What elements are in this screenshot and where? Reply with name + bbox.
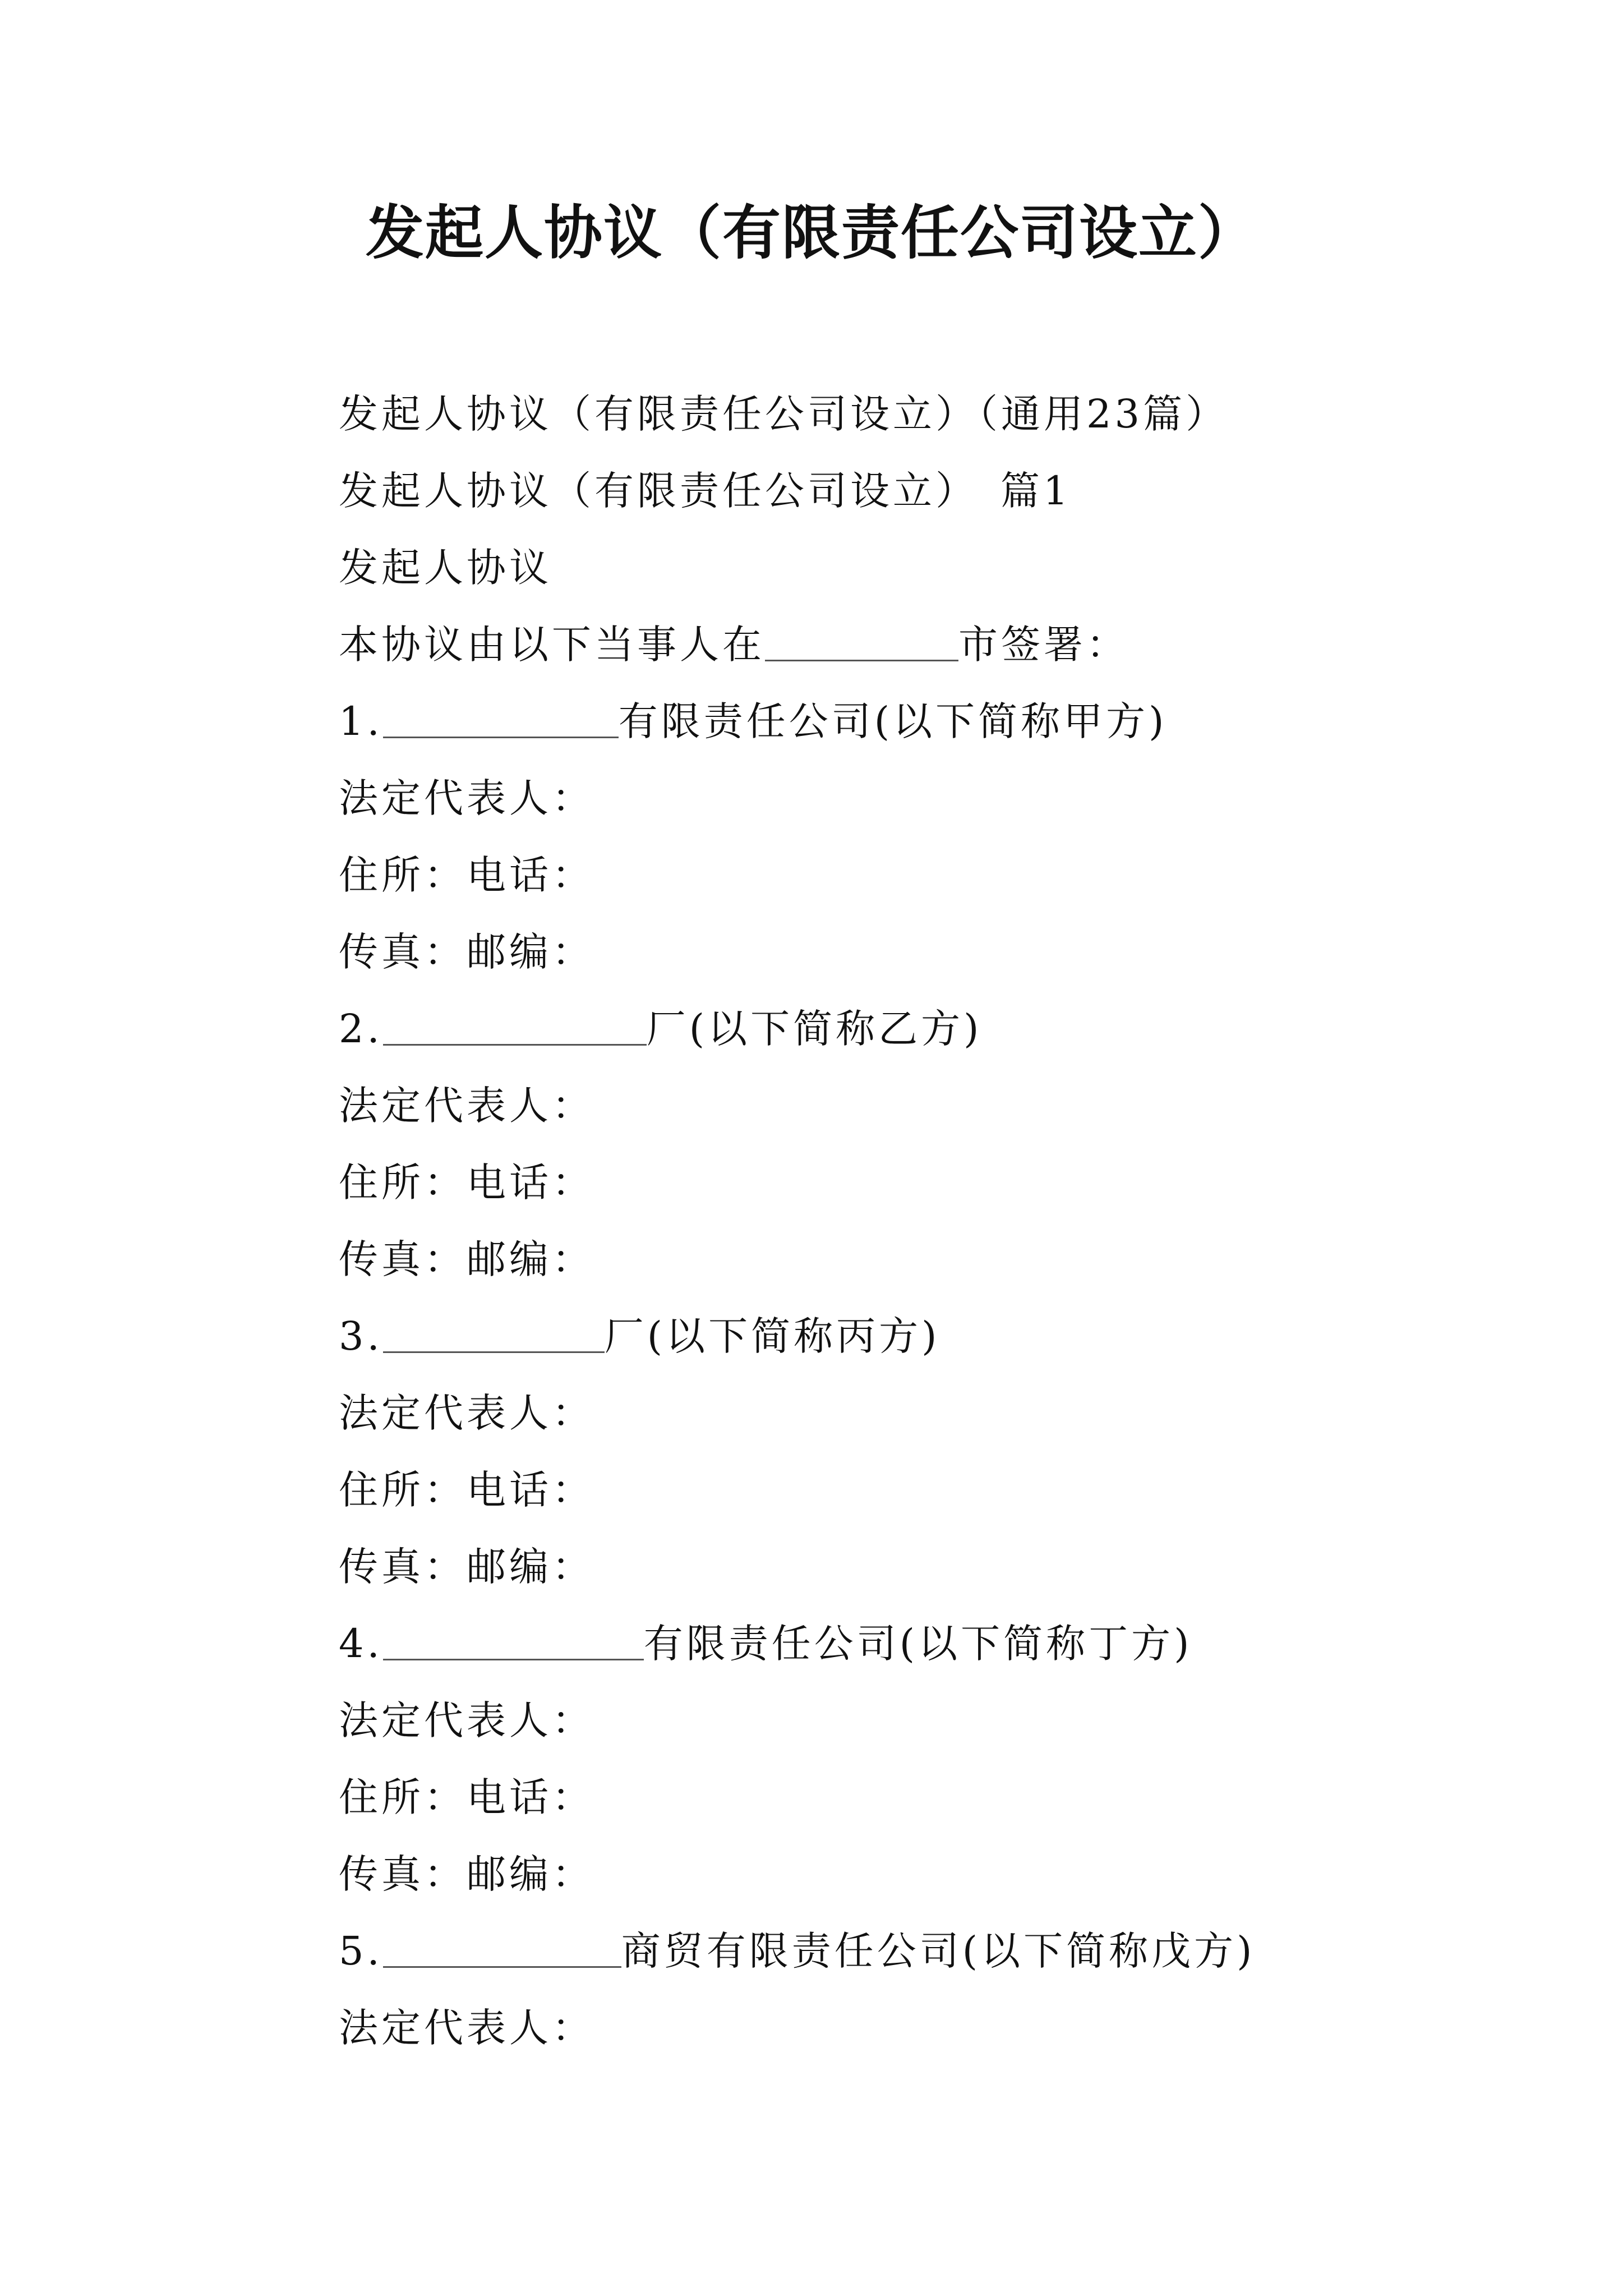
address-phone-label: 住所：电话： — [339, 1159, 594, 1205]
part-number: 篇1 — [1000, 468, 1072, 514]
part-heading — [339, 453, 1516, 530]
signing-city-blank — [765, 620, 958, 661]
party-number: 4. — [339, 1621, 383, 1667]
party-line — [339, 1605, 1516, 1682]
address-phone-label: 住所：电话： — [339, 1467, 594, 1513]
legal-rep-label: 法定代表人： — [339, 1083, 594, 1129]
signing-text-before: 本协议由以下当事人在 — [339, 622, 765, 668]
party-line — [339, 1913, 1516, 1990]
address-phone-label: 住所：电话： — [339, 1774, 594, 1820]
party-name-blank — [383, 697, 619, 738]
fax-zip-label: 传真：邮编： — [339, 1851, 594, 1897]
party-number: 5. — [339, 1928, 383, 1974]
document-title: 发起人协议（有限责任公司设立） — [365, 198, 1257, 267]
party-name-blank — [383, 1312, 605, 1353]
party-line — [339, 683, 1516, 760]
fax-zip-label: 传真：邮编： — [339, 1544, 594, 1590]
legal-rep-label: 法定代表人： — [339, 775, 594, 821]
part-heading-text: 发起人协议（有限责任公司设立） — [339, 468, 978, 514]
party-suffix: 有限责任公司(以下简称丁方) — [643, 1621, 1193, 1667]
address-phone-label: 住所：电话： — [339, 852, 594, 898]
agreement-heading: 发起人协议 — [339, 545, 552, 591]
legal-rep-label: 法定代表人： — [339, 1390, 594, 1436]
party-suffix: 厂(以下简称乙方) — [646, 1006, 983, 1052]
fax-zip-label: 传真：邮编： — [339, 929, 594, 975]
document-subtitle: 发起人协议（有限责任公司设立）（通用23篇） — [339, 391, 1229, 437]
party-name-blank — [383, 1005, 647, 1046]
party-suffix: 有限责任公司(以下简称甲方) — [618, 698, 1168, 744]
signing-text-after: 市签署： — [958, 622, 1129, 668]
legal-rep-label: 法定代表人： — [339, 1697, 594, 1743]
party-line — [339, 1298, 1516, 1375]
party-number: 1. — [339, 698, 383, 744]
party-number: 3. — [339, 1313, 383, 1359]
party-number: 2. — [339, 1006, 383, 1052]
signing-clause — [339, 606, 1516, 683]
legal-rep-label: 法定代表人： — [339, 2005, 594, 2051]
party-line — [339, 991, 1516, 1068]
party-name-blank — [383, 1927, 621, 1968]
party-suffix: 厂(以下简称丙方) — [604, 1313, 940, 1359]
fax-zip-label: 传真：邮编： — [339, 1236, 594, 1282]
document-body — [339, 376, 1516, 2067]
party-name-blank — [383, 1619, 644, 1660]
party-suffix: 商贸有限责任公司(以下简称戊方) — [621, 1928, 1256, 1974]
